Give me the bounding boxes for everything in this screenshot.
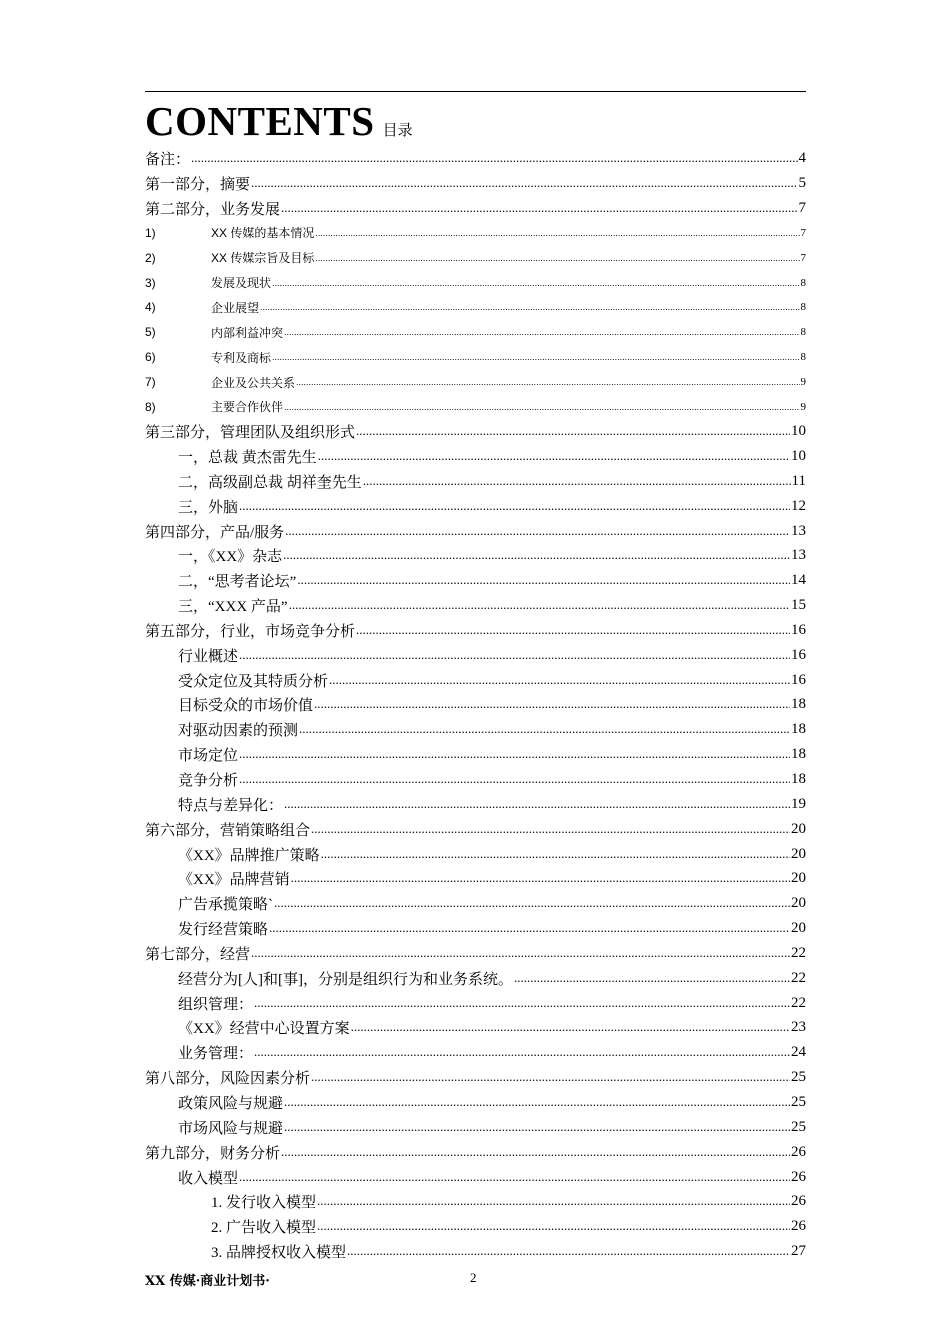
- toc-entry-title: 二，高级副总裁 胡祥奎先生: [178, 474, 362, 491]
- toc-entry-page: 22: [791, 994, 806, 1011]
- toc-entry[interactable]: [145, 1165, 806, 1190]
- toc-dot-leader: [315, 252, 799, 264]
- toc-entry-title: 《XX》品牌推广策略: [178, 847, 320, 864]
- toc-entry[interactable]: [145, 767, 806, 792]
- toc-entry[interactable]: [145, 394, 806, 419]
- toc-entry-page: 25: [791, 1093, 806, 1110]
- toc-entry[interactable]: [145, 345, 806, 370]
- toc-entry-number: 2): [145, 250, 156, 265]
- toc-entry-page: 20: [791, 895, 806, 912]
- toc-entry-title: 企业及公共关系: [211, 375, 296, 390]
- toc-entry-page: 24: [791, 1044, 806, 1061]
- footer-page-number: 2: [470, 1270, 477, 1285]
- toc-entry-page: 8: [800, 351, 806, 364]
- toc-entry-page: 19: [791, 795, 806, 812]
- toc-entry[interactable]: [145, 1189, 806, 1214]
- toc-entry-page: 20: [791, 845, 806, 862]
- toc-entry-title: 市场定位: [178, 748, 239, 765]
- toc-entry-title: 受众定位及其特质分析: [178, 673, 329, 690]
- toc-entry-title: 第二部分，业务发展: [145, 201, 281, 218]
- toc-entry-page: 7: [800, 251, 806, 264]
- toc-entry-title: 目标受众的市场价值: [178, 698, 314, 715]
- toc-dot-leader: [315, 227, 799, 239]
- toc-entry[interactable]: [145, 146, 806, 171]
- toc-entry[interactable]: [145, 891, 806, 916]
- heading-title: CONTENTS: [145, 98, 375, 144]
- toc-dot-leader: [269, 921, 790, 936]
- toc-entry-title: 市场风险与规避: [178, 1120, 284, 1137]
- toc-entry-page: 7: [798, 199, 806, 216]
- toc-entry-title: 第八部分，风险因素分析: [145, 1071, 311, 1088]
- toc-dot-leader: [239, 1170, 790, 1185]
- toc-entry-title: 第六部分，营销策略组合: [145, 822, 311, 839]
- toc-entry-page: 9: [800, 400, 806, 413]
- toc-entry-page: 18: [791, 746, 806, 763]
- toc-dot-leader: [329, 673, 790, 688]
- toc-entry[interactable]: [145, 544, 806, 569]
- toc-dot-leader: [272, 351, 799, 363]
- toc-entry-title: 组织管理：: [178, 996, 254, 1013]
- toc-entry-page: 8: [800, 326, 806, 339]
- toc-entry-title: 内部利益冲突: [211, 325, 284, 340]
- toc-dot-leader: [281, 201, 797, 216]
- toc-entry-page: 12: [791, 497, 806, 514]
- heading-subtitle: 目录: [382, 121, 413, 139]
- toc-entry[interactable]: [145, 1065, 806, 1090]
- toc-entry-number: 1): [145, 225, 156, 240]
- toc-entry-page: 4: [798, 149, 806, 166]
- toc-entry-title: 《XX》品牌营销: [178, 872, 290, 889]
- toc-entry[interactable]: [145, 693, 806, 718]
- toc-dot-leader: [283, 548, 790, 563]
- toc-entry[interactable]: [145, 941, 806, 966]
- table-of-contents: [145, 146, 806, 1264]
- toc-entry-page: 5: [798, 174, 806, 191]
- toc-entry-title: 第三部分，管理团队及组织形式: [145, 425, 356, 442]
- toc-entry-title: 第七部分，经营: [145, 946, 251, 963]
- toc-dot-leader: [254, 996, 790, 1011]
- toc-entry-page: 27: [791, 1243, 806, 1260]
- toc-entry-title: 二，“思考者论坛”: [178, 574, 297, 591]
- toc-dot-leader: [296, 376, 799, 388]
- toc-entry-page: 26: [791, 1168, 806, 1185]
- toc-dot-leader: [284, 1095, 790, 1110]
- toc-entry[interactable]: [145, 568, 806, 593]
- toc-dot-leader: [317, 1219, 790, 1234]
- toc-entry[interactable]: [145, 221, 806, 246]
- toc-entry-page: 15: [791, 597, 806, 614]
- toc-entry[interactable]: [145, 270, 806, 295]
- toc-entry-title: 三，外脑: [178, 499, 239, 516]
- toc-dot-leader: [291, 871, 790, 886]
- toc-entry-title: 一，总裁 黄杰雷先生: [178, 450, 317, 467]
- toc-entry-title: 2. 广告收入模型: [211, 1220, 317, 1237]
- toc-entry[interactable]: [145, 792, 806, 817]
- toc-dot-leader: [311, 1070, 790, 1085]
- toc-entry[interactable]: [145, 469, 806, 494]
- toc-entry-title: 业务管理：: [178, 1046, 254, 1063]
- toc-entry[interactable]: [145, 1140, 806, 1165]
- toc-entry[interactable]: [145, 991, 806, 1016]
- toc-entry-page: 26: [791, 1218, 806, 1235]
- toc-entry-title: 特点与差异化：: [178, 797, 284, 814]
- toc-dot-leader: [284, 1120, 790, 1135]
- toc-entry-number: 7): [145, 375, 156, 390]
- toc-entry-page: 25: [791, 1069, 806, 1086]
- toc-dot-leader: [299, 722, 790, 737]
- toc-dot-leader: [284, 401, 799, 413]
- toc-entry-title: 收入模型: [178, 1170, 239, 1187]
- toc-entry[interactable]: [145, 668, 806, 693]
- toc-entry-number: 4): [145, 300, 156, 315]
- toc-entry[interactable]: [145, 295, 806, 320]
- toc-entry[interactable]: [145, 966, 806, 991]
- toc-dot-leader: [284, 797, 790, 812]
- toc-entry-number: 6): [145, 350, 156, 365]
- toc-entry-page: 11: [791, 472, 806, 489]
- toc-entry-title: 第一部分，摘要: [145, 176, 251, 193]
- toc-entry-page: 16: [791, 671, 806, 688]
- toc-entry[interactable]: [145, 593, 806, 618]
- toc-entry-title: 企业展望: [211, 300, 260, 315]
- toc-entry-page: 8: [800, 301, 806, 314]
- toc-dot-leader: [318, 449, 790, 464]
- toc-entry[interactable]: [145, 916, 806, 941]
- toc-dot-leader: [285, 524, 790, 539]
- toc-entry[interactable]: [145, 171, 806, 196]
- toc-entry-title: 竞争分析: [178, 773, 239, 790]
- toc-entry-page: 16: [791, 621, 806, 638]
- toc-entry-page: 8: [800, 276, 806, 289]
- toc-entry-number: 8): [145, 399, 156, 414]
- toc-entry-title: 3. 品牌授权收入模型: [211, 1245, 347, 1262]
- toc-dot-leader: [317, 1194, 790, 1209]
- toc-entry-title: 发行经营策略: [178, 922, 269, 939]
- toc-entry-page: 26: [791, 1193, 806, 1210]
- toc-entry-page: 13: [791, 522, 806, 539]
- toc-dot-leader: [347, 1244, 790, 1259]
- toc-dot-leader: [363, 474, 791, 489]
- toc-dot-leader: [289, 598, 790, 613]
- toc-entry[interactable]: [145, 1040, 806, 1065]
- toc-entry-page: 18: [791, 771, 806, 788]
- toc-entry-page: 18: [791, 721, 806, 738]
- toc-dot-leader: [351, 1020, 790, 1035]
- toc-entry[interactable]: [145, 817, 806, 842]
- toc-entry-title: 广告承揽策略`: [178, 897, 273, 914]
- toc-entry-title: 主要合作伙伴: [211, 400, 284, 415]
- toc-entry[interactable]: [145, 1090, 806, 1115]
- footer-document-title: XX 传媒·商业计划书·: [145, 1274, 270, 1289]
- toc-entry-title: 三，“XXX 产品”: [178, 599, 288, 616]
- toc-dot-leader: [260, 301, 799, 313]
- toc-entry[interactable]: [145, 1115, 806, 1140]
- toc-dot-leader: [239, 499, 790, 514]
- toc-entry-title: 《XX》经营中心设置方案: [178, 1021, 350, 1038]
- toc-entry[interactable]: [145, 643, 806, 668]
- toc-entry[interactable]: [145, 1239, 806, 1264]
- toc-entry-page: 25: [791, 1118, 806, 1135]
- toc-dot-leader: [321, 847, 790, 862]
- toc-dot-leader: [314, 697, 790, 712]
- toc-entry[interactable]: [145, 494, 806, 519]
- toc-entry-title: 行业概述: [178, 648, 239, 665]
- toc-dot-leader: [254, 1045, 790, 1060]
- toc-entry-title: 一，《XX》杂志: [178, 549, 283, 566]
- toc-entry-title: 对驱动因素的预测: [178, 723, 299, 740]
- toc-dot-leader: [297, 573, 790, 588]
- toc-entry-page: 26: [791, 1143, 806, 1160]
- toc-entry-page: 22: [791, 944, 806, 961]
- toc-entry[interactable]: [145, 1214, 806, 1239]
- toc-heading: [145, 97, 413, 145]
- toc-entry-page: 18: [791, 696, 806, 713]
- toc-dot-leader: [191, 151, 797, 166]
- toc-entry-page: 20: [791, 870, 806, 887]
- toc-entry[interactable]: [145, 320, 806, 345]
- toc-entry-title: XX 传媒宗旨及目标: [211, 251, 315, 266]
- toc-entry[interactable]: [145, 444, 806, 469]
- toc-dot-leader: [514, 971, 790, 986]
- toc-dot-leader: [284, 326, 799, 338]
- toc-entry-title: 1. 发行收入模型: [211, 1195, 317, 1212]
- toc-entry[interactable]: [145, 842, 806, 867]
- header-rule: [145, 91, 806, 92]
- toc-entry-page: 10: [791, 448, 806, 465]
- toc-entry-page: 10: [791, 423, 806, 440]
- toc-dot-leader: [272, 277, 799, 289]
- toc-dot-leader: [311, 822, 790, 837]
- toc-entry-page: 22: [791, 969, 806, 986]
- toc-entry-number: 3): [145, 275, 156, 290]
- toc-entry-page: 13: [791, 547, 806, 564]
- toc-entry-page: 23: [791, 1019, 806, 1036]
- toc-entry[interactable]: [145, 419, 806, 444]
- toc-entry-title: 政策风险与规避: [178, 1095, 284, 1112]
- toc-entry-page: 14: [791, 572, 806, 589]
- toc-entry-title: 第五部分，行业，市场竞争分析: [145, 623, 356, 640]
- toc-entry-page: 16: [791, 646, 806, 663]
- toc-entry[interactable]: [145, 742, 806, 767]
- toc-dot-leader: [239, 648, 790, 663]
- toc-entry-title: 备注：: [145, 151, 191, 168]
- toc-dot-leader: [239, 747, 790, 762]
- toc-entry[interactable]: [145, 1016, 806, 1041]
- toc-entry-page: 20: [791, 820, 806, 837]
- toc-entry-page: 20: [791, 920, 806, 937]
- toc-entry[interactable]: [145, 866, 806, 891]
- toc-entry-title: 专利及商标: [211, 350, 272, 365]
- toc-dot-leader: [251, 176, 797, 191]
- toc-entry-number: 5): [145, 325, 156, 340]
- toc-entry[interactable]: [145, 519, 806, 544]
- toc-entry[interactable]: [145, 370, 806, 395]
- toc-dot-leader: [239, 772, 790, 787]
- toc-entry[interactable]: [145, 196, 806, 221]
- toc-dot-leader: [251, 946, 790, 961]
- toc-entry-title: 发展及现状: [211, 276, 272, 291]
- toc-entry[interactable]: [145, 618, 806, 643]
- toc-entry-page: 9: [800, 376, 806, 389]
- toc-dot-leader: [356, 623, 790, 638]
- toc-entry-page: 7: [800, 226, 806, 239]
- toc-dot-leader: [274, 896, 790, 911]
- toc-entry[interactable]: [145, 245, 806, 270]
- toc-entry[interactable]: [145, 717, 806, 742]
- toc-dot-leader: [281, 1145, 790, 1160]
- toc-dot-leader: [356, 424, 790, 439]
- toc-entry-title: 第四部分，产品/服务: [145, 524, 285, 541]
- toc-entry-title: XX 传媒的基本情况: [211, 226, 315, 241]
- toc-entry-title: 第九部分，财务分析: [145, 1145, 281, 1162]
- toc-entry-title: 经营分为[人]和[事]，分别是组织行为和业务系统。: [178, 971, 513, 988]
